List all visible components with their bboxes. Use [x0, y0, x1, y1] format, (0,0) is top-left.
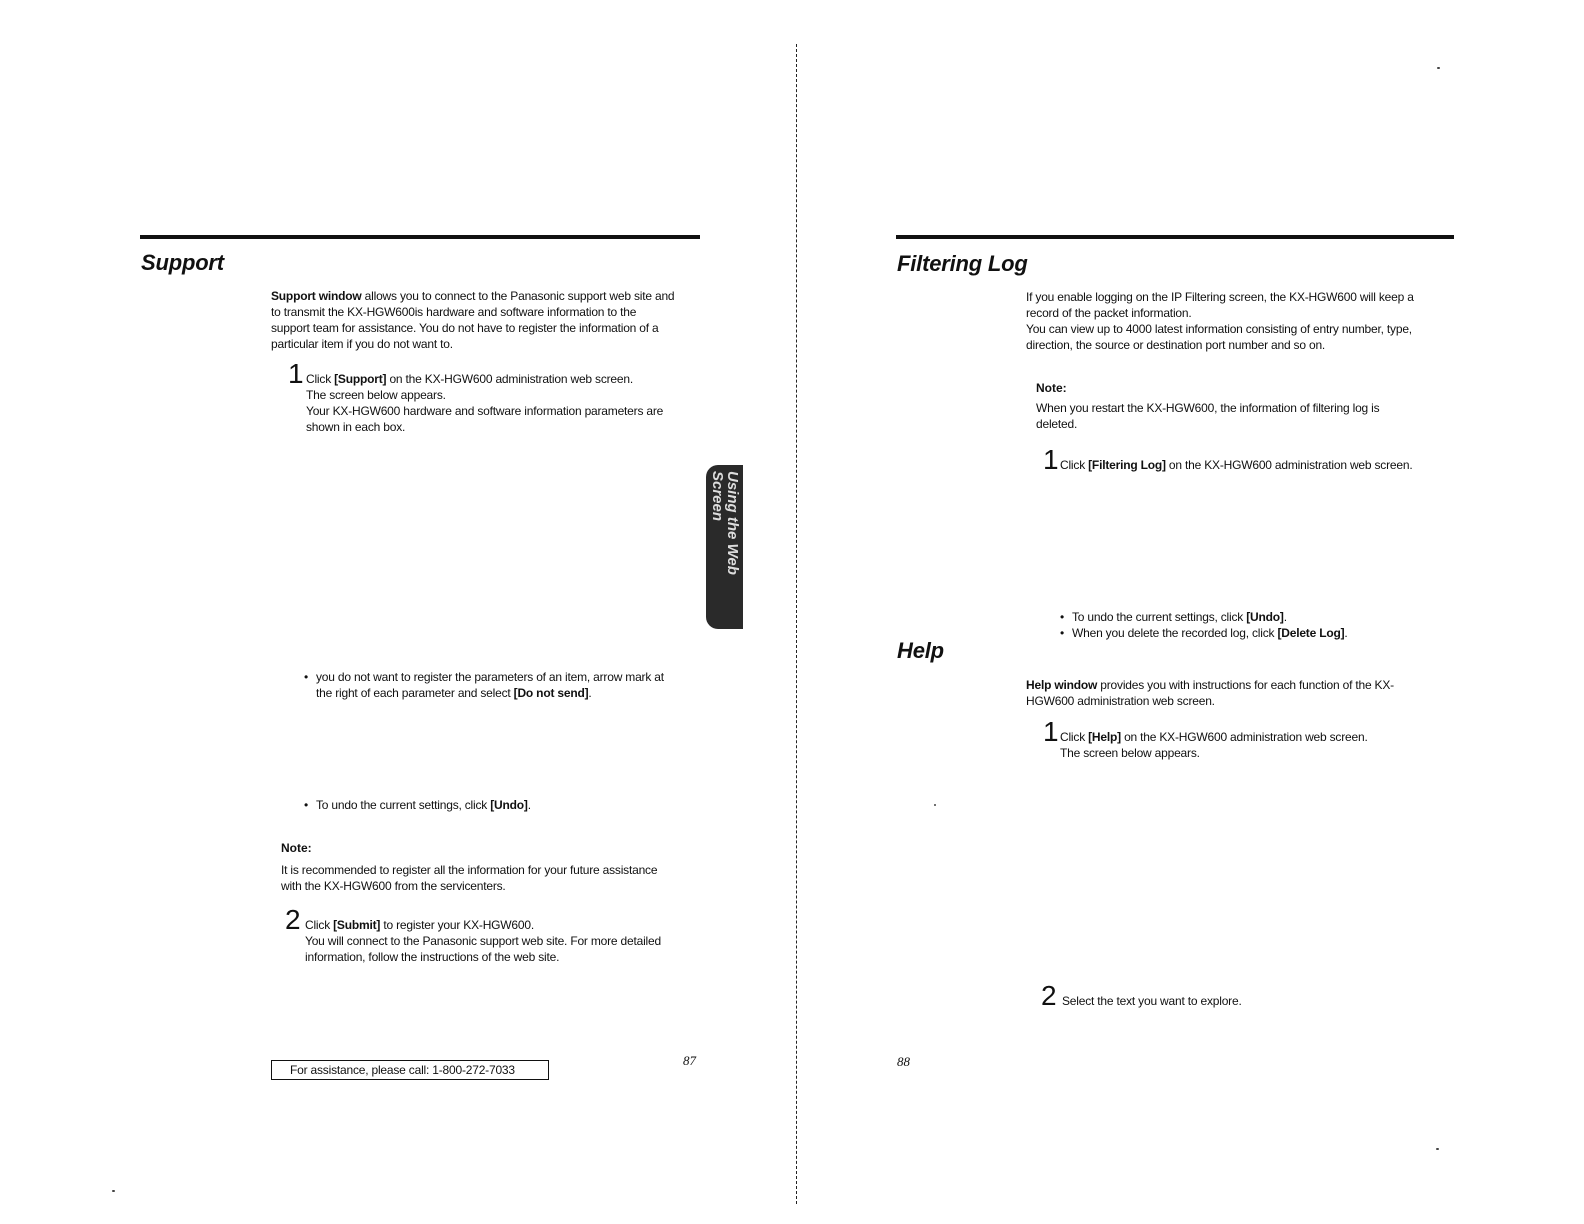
filtering-log-bullet1-post: . — [1283, 610, 1287, 624]
filtering-log-bullets — [1060, 609, 1480, 641]
support-step1-bold: [Support] — [334, 372, 387, 386]
help-intro-line1 — [1026, 677, 1466, 693]
support-step2-line1 — [305, 917, 725, 933]
filtering-log-section-title: Filtering Log — [897, 251, 1028, 276]
filtering-log-intro-line4: direction, the source or destination port number and so on. — [1026, 338, 1326, 352]
assistance-phone-box: For assistance, please call: 1-800-272-7033 — [271, 1060, 549, 1080]
filtering-log-note-text — [1036, 400, 1456, 432]
support-step1-line1 — [306, 371, 716, 387]
support-step2-pre: Click — [305, 918, 334, 932]
filtering-log-intro-line2: record of the packet information. — [1026, 306, 1192, 320]
left-page-number: 87 — [683, 1053, 696, 1068]
filtering-log-step1-bold: [Filtering Log] — [1088, 458, 1166, 472]
side-tab-label: Using the Web Screen — [709, 471, 741, 575]
support-step2-text — [305, 917, 725, 965]
support-step1-line3: Your KX-HGW600 hardware and software information parameters are — [306, 404, 664, 418]
support-step1-line2: The screen below appears. — [306, 388, 446, 402]
support-intro-line4: particular item if you do not want to. — [271, 337, 453, 351]
scan-speck — [934, 804, 936, 806]
bullet-icon: • — [304, 670, 309, 684]
support-section-rule — [140, 235, 700, 239]
filtering-log-bullet1 — [1060, 609, 1480, 625]
help-intro-text1: provides you with instructions for each function of the KX- — [1097, 678, 1394, 692]
support-step2-post: to register your KX-HGW600. — [380, 918, 534, 932]
filtering-log-bullet1-pre: To undo the current settings, click — [1072, 610, 1247, 624]
support-bullet2-bold: [Undo] — [490, 798, 528, 812]
filtering-log-intro — [1026, 289, 1466, 353]
support-bullet1-pre: the right of each parameter and select — [316, 686, 514, 700]
support-window-bold: Support window — [271, 289, 362, 303]
page-fold-line — [796, 44, 797, 1204]
support-note-text — [281, 862, 721, 894]
support-bullet1-text1: you do not want to register the parameters of an item, arrow mark at — [316, 670, 664, 684]
support-bullet1-line1 — [304, 669, 724, 685]
help-step1-bold: [Help] — [1088, 730, 1121, 744]
support-section-title: Support — [141, 250, 224, 275]
side-tab — [706, 465, 743, 629]
support-bullet1-post: . — [588, 686, 592, 700]
bullet-icon: • — [1060, 610, 1065, 624]
help-step1-post: on the KX-HGW600 administration web screen. — [1120, 730, 1368, 744]
help-intro — [1026, 677, 1466, 709]
filtering-log-bullet2 — [1060, 625, 1480, 641]
filtering-log-note-label: Note: — [1036, 381, 1067, 395]
support-step2-line2: You will connect to the Panasonic support web site. For more detailed — [305, 934, 661, 948]
help-section-title: Help — [897, 638, 944, 663]
support-step1-pre: Click — [306, 372, 335, 386]
support-intro-line2: to transmit the KX-HGW600is hardware and software information to the — [271, 305, 637, 319]
support-step1-post: on the KX-HGW600 administration web screen. — [386, 372, 633, 386]
support-bullet1-bold: [Do not send] — [513, 686, 589, 700]
support-step1-text — [306, 371, 716, 435]
support-step1-number: 1 — [288, 358, 304, 389]
filtering-log-step1-text — [1060, 457, 1480, 473]
support-step2-number: 2 — [285, 904, 301, 935]
filtering-log-note-line2: deleted. — [1036, 417, 1078, 431]
help-step2-text: Select the text you want to explore. — [1062, 994, 1242, 1008]
filtering-log-intro-line3: You can view up to 4000 latest information consisting of entry number, type, — [1026, 322, 1412, 336]
bullet-icon: • — [1060, 626, 1065, 640]
help-step2-number: 2 — [1041, 980, 1057, 1011]
help-step1-text — [1060, 729, 1480, 761]
bullet-icon: • — [304, 798, 309, 812]
support-bullet1-line2 — [304, 685, 724, 701]
filtering-log-bullet2-bold: [Delete Log] — [1277, 626, 1345, 640]
support-intro-text1: allows you to connect to the Panasonic support web site and — [361, 289, 675, 303]
filtering-log-step1-post: on the KX-HGW600 administration web screen. — [1165, 458, 1413, 472]
help-step1-number: 1 — [1043, 716, 1059, 747]
help-step1-line1 — [1060, 729, 1480, 745]
support-note-line1: It is recommended to register all the information for your future assistance — [281, 863, 658, 877]
filtering-log-step1-pre: Click — [1060, 458, 1089, 472]
help-window-bold: Help window — [1026, 678, 1098, 692]
support-bullet2 — [304, 797, 724, 813]
filtering-log-note-line1: When you restart the KX-HGW600, the information of filtering log is — [1036, 401, 1380, 415]
filtering-log-bullet1-bold: [Undo] — [1246, 610, 1284, 624]
filtering-log-step1-number: 1 — [1043, 444, 1059, 475]
support-intro-paragraph — [271, 288, 711, 352]
support-bullet2-pre: To undo the current settings, click — [316, 798, 491, 812]
support-step2-line3: information, follow the instructions of the web site. — [305, 950, 560, 964]
support-step1-line4: shown in each box. — [306, 420, 406, 434]
scan-speck — [112, 1190, 115, 1192]
support-bullet1 — [304, 669, 724, 701]
filtering-log-bullet2-post: . — [1344, 626, 1348, 640]
support-bullet2-post: . — [527, 798, 531, 812]
help-step1-line2: The screen below appears. — [1060, 746, 1200, 760]
help-step1-pre: Click — [1060, 730, 1089, 744]
support-note-line2: with the KX-HGW600 from the servicenters. — [281, 879, 506, 893]
support-step2-bold: [Submit] — [333, 918, 381, 932]
support-note-label: Note: — [281, 841, 312, 855]
filtering-log-intro-line1: If you enable logging on the IP Filtering screen, the KX-HGW600 will keep a — [1026, 290, 1414, 304]
scan-speck — [1436, 1148, 1439, 1150]
filtering-log-bullet2-pre: When you delete the recorded log, click — [1072, 626, 1278, 640]
support-intro-line1 — [271, 288, 711, 304]
scan-speck — [1437, 67, 1440, 69]
filtering-log-section-rule — [896, 235, 1454, 239]
support-intro-line3: support team for assistance. You do not have to register the information of a — [271, 321, 659, 335]
right-page-number: 88 — [897, 1054, 910, 1069]
help-intro-line2: HGW600 administration web screen. — [1026, 694, 1215, 708]
